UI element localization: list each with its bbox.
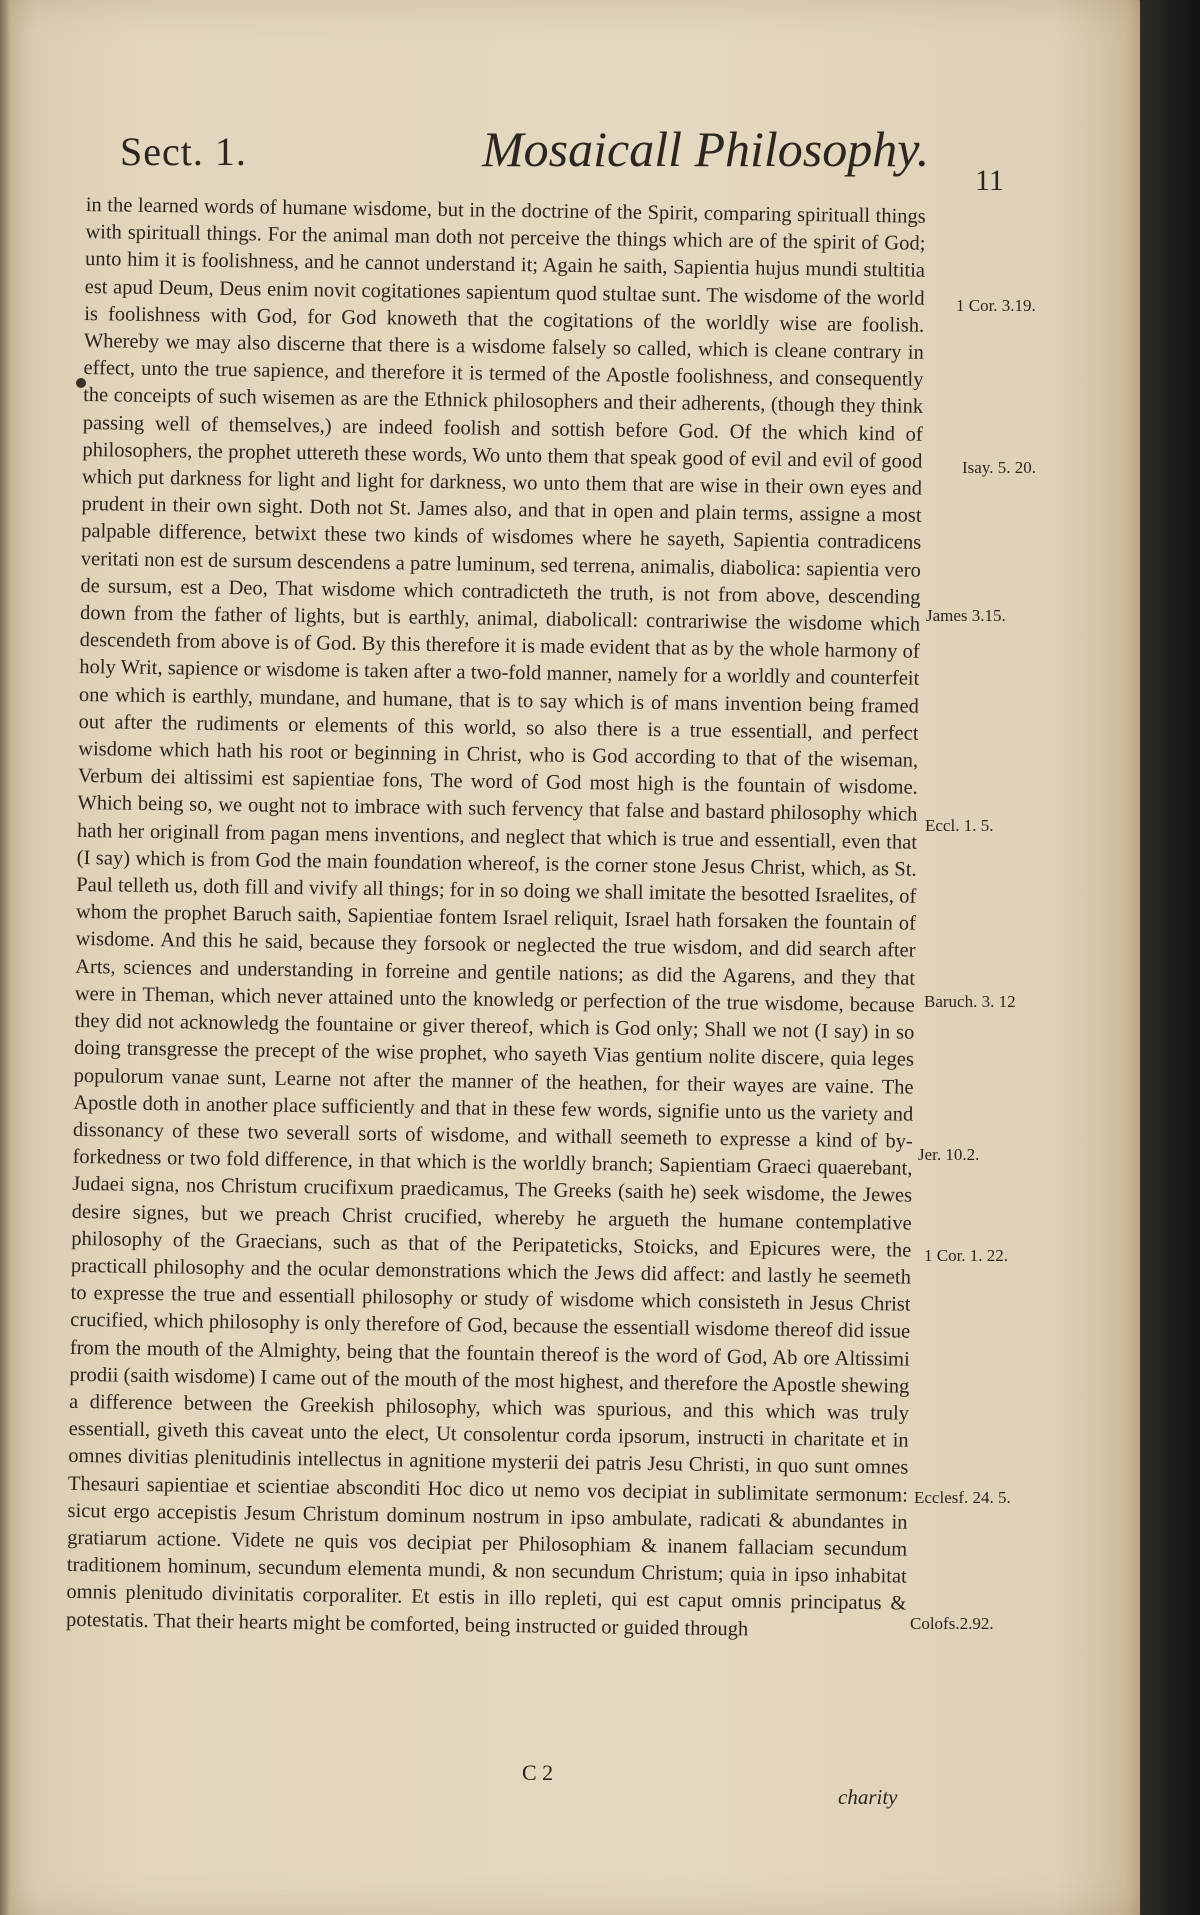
section-label: Sect. 1. [120,129,247,174]
margin-note: Ecclesf. 24. 5. [914,1488,1011,1507]
body-paragraph: in the learned words of humane wisdome, but in the doctrine of the Spirit, comparing spirituall things with spirituall things. For the animal man doth not perceive the things which are of the spirit of God; unto him it is foolishness, and he cannot understand it; Again he saith, Sapientia hujus mundi stultitia est apud Deum, Deus enim novit cogitationes sapientum quod stultae sunt. The wisdome of the world is foolishness with God, for God knoweth that the cogitations of the worldly wise are foolish. Whereby we may also discerne that there is a wisdome falsely so called, which is cleane contrary in effect, unto the true sapience, and therefore it is termed of the Apostle foolishness, and consequently the conceipts of such wisemen as are the Ethnick philosophers and their adherents, (though they think passing well of themselves,) are indeed foolish and sottish before God. Of the which kind of philosophers, the prophet uttereth these words, Wo unto them that speak good of evil and evil of good which put darkness for light and light for darkness, wo unto them that are wise in their own eyes and prudent in their own sight. Doth not St. James also, and that in open and plain terms, assigne a most palpable difference, betwixt these two kinds of wisdomes where he sayeth, Sapientia contradicens veritati non est de sursum descendens a patre luminum, sed terrena, animalis, diabolica: sapientia vero de sursum, est a Deo, That wisdome which contradicteth the truth, is not from above, descending down from the father of lights, but is earthly, animal, diabolicall: contrariwise the wisdome which descendeth from above is of God. By this therefore it is made evident that as by the whole harmony of holy Writ, sapience or wisdome is taken after a two-fold manner, namely for a worldly and counterfeit one which is earthly, mundane, and humane, that is to say which is of mans invention being framed out after the rudiments or elements of this world, so also there is a true essentiall, and perfect wisdome which hath his root or beginning in Christ, who is God according to that of the wiseman, Verbum dei altissimi est sapientiae fons, The word of God most high is the fountain of wisdome. Which being so, we ought not to imbrace with such fervency that false and bastard philosophy which hath her originall from pagan mens inventions, and neglect that which is true and essentiall, even that (I say) which is from God the main foundation whereof, is the corner stone Jesus Christ, which, as St. Paul telleth us, doth fill and vivify all things; for in so doing we shall imitate the besotted Israelites, of whom the prophet Baruch saith, Sapientiae fontem Israel reliquit, Israel hath forsaken the fountain of wisdome. And this he said, because they forsook or neglected the true wisdom, and did search after Arts, sciences and understanding in forreine and gentile nations; as did the Agarens, and they that were in Theman, which never attained unto the knowledg or perfection of the true wisdome, because they did not acknowledg the fountaine or giver thereof, which is God only; Shall we not (I say) in so doing transgresse the precept of the wise prophet, who sayeth Vias gentium nolite discere, quia leges populorum vanae sunt, Learne not after the manner of the heathen, for their wayes are vaine. The Apostle doth in another place sufficiently and that in these few words, signifie unto us the variety and dissonancy of these two severall sorts of wisdome, and withall seemeth to expresse a kind of by-forkedness or two fold difference, in that which is the worldly branch; Sapientiam Graeci quaerebant, Judaei signa, nos Christum crucifixum praedicamus, The Greeks (saith he) seek wisdome, the Jewes desire signes, but we preach Christ crucified, whereby he argueth the humane contemplative philosophy of the Graecians, such as that of the Peripateticks, Stoicks, and Epicures were, the practicall philosophy and the ocular demonstrations which the Jews did affect: and lastly he seemeth to expresse the true and essentiall philosophy or study of wisdome which consisteth in Jesus Christ crucified, which philosophy is only therefore of God, because the essentiall wisdome thereof did issue from the mouth of the Almighty, being that the fountain thereof is the word of God, Ab ore Altissimi prodii (saith wisdome) I came out of the mouth of the most highest, and therefore the Apostle shewing a difference between the Greekish philosophy, which was spurious, and this which was truly essentiall, giveth this caveat unto the elect, Ut consolentur corda ipsorum, instructi in charitate et in omnes divitias plenitudinis intellectus in agnitione mysterii dei patris Jesu Christi, in quo sunt omnes Thesauri sapientiae et scientiae absconditi Hoc dico ut nemo vos decipiat in sublimitate sermonum: sicut ergo accepistis Jesum Christum dominum nostrum in ipso ambulate, radicati & abundantes in gratiarum actione. Videte ne quis vos decipiat per Philosophiam & inanem fallaciam secundum traditionem hominum, secundum elementa mundi, & non secundum Christum; quia in ipso inhabitat omnis plenitudo divinitatis corporaliter. Et estis in illo repleti, qui est caput omnis principatus & potestatis. That their hearts might be comforted, being instructed or guided through [65,193,926,1640]
margin-note: 1 Cor. 1. 22. [924,1246,1009,1265]
signature-mark: C 2 [522,1760,554,1785]
margin-note: Colofs.2.92. [910,1614,994,1633]
margin-note: Jer. 10.2. [918,1145,980,1164]
margin-note: James 3.15. [926,606,1006,625]
margin-note: 1 Cor. 3.19. [956,296,1036,315]
catchword: charity [838,1785,898,1809]
margin-note: Isay. 5. 20. [962,458,1036,477]
margin-note: Baruch. 3. 12 [924,992,1016,1011]
margin-note: Eccl. 1. 5. [925,816,994,835]
page-number: 11 [975,164,1004,197]
page-title: Mosaicall Philosophy. [482,121,930,177]
